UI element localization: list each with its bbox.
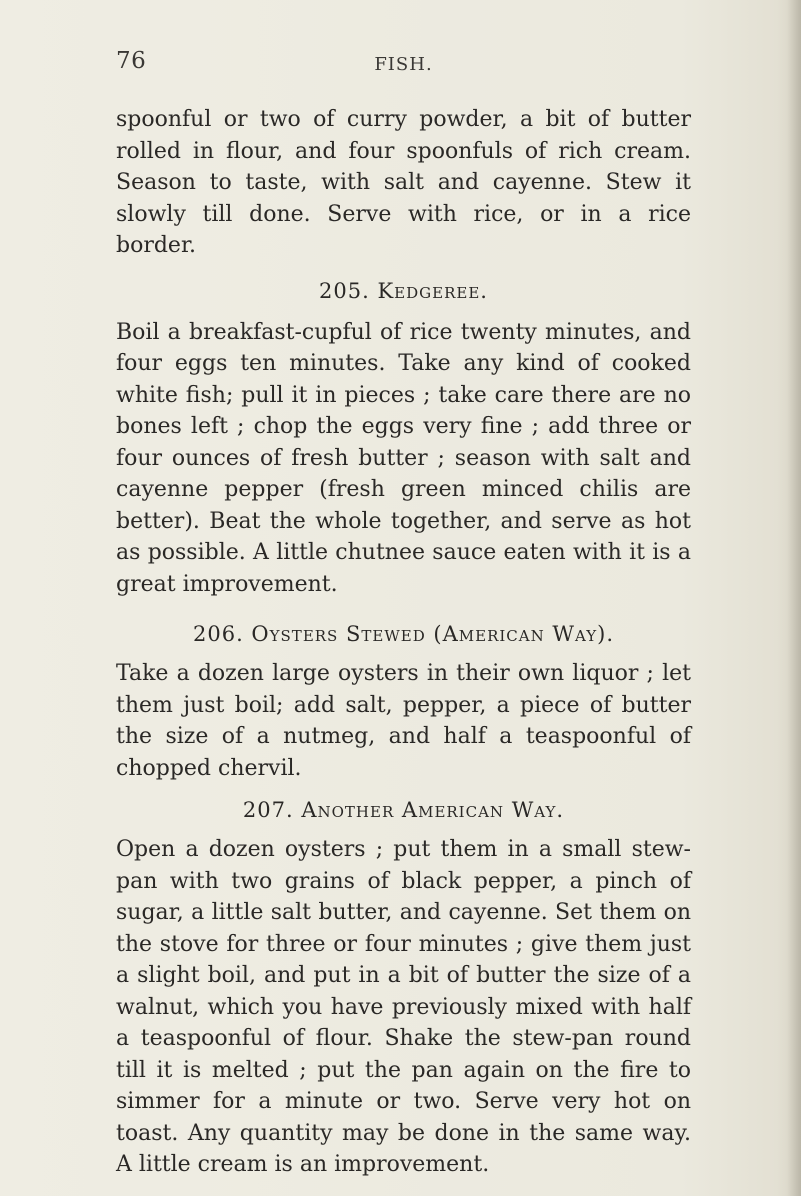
- paragraph-oysters-stewed: Take a dozen large oysters in their own liquor ; let them just boil; add salt, pepper, a piece of butter the size of a nutmeg, and half a teaspoonful of chopped chervil.: [116, 661, 691, 781]
- paragraph-intro: spoonful or two of curry powder, a bit of butter rolled in flour, and four spoonfuls of rich cream. Season to taste, with salt and cayenne. Stew it slowly till done. Serve with rice, or in a rice border.: [116, 107, 691, 258]
- heading-205-kedgeree: 205. Kedgeree.: [319, 278, 488, 303]
- heading-206-oysters-stewed: 206. Oysters Stewed (American Way).: [192, 622, 614, 646]
- running-head: [116, 48, 691, 78]
- page-body: [116, 104, 691, 1181]
- heading-207-another-american-way: 207. Another American Way.: [242, 798, 565, 822]
- running-title: FISH.: [374, 54, 433, 75]
- page-edge-shadow: [787, 0, 801, 1196]
- page-number: 76: [116, 48, 147, 74]
- paragraph-another-american-way: Open a dozen oysters ; put them in a small stew-pan with two grains of black pepper, a pinch of sugar, a little salt butter, and cayenne. Set them on the stove for three or four minutes ; give them just a slight boil, and put in a bit of butter the size of a walnut, which you have previously mixed with half a teaspoonful of flour. Shake the stew-pan round till it is melted ; put the pan again on the fire to simmer for a minute or two. Serve very hot on toast. Any quantity may be done in the same way. A little cream is an improvement.: [116, 837, 691, 1177]
- paragraph-kedgeree: Boil a breakfast-cupful of rice twenty minutes, and four eggs ten minutes. Take any kind of cooked white fish; pull it in pieces ; take care there are no bones left ; chop the eggs very fine ; add three or four ounces of fresh butter ; season with salt and cayenne pepper (fresh green minced chilis are better). Beat the whole together, and serve as hot as possible. A little chutnee sauce eaten with it is a great improvement.: [116, 319, 691, 597]
